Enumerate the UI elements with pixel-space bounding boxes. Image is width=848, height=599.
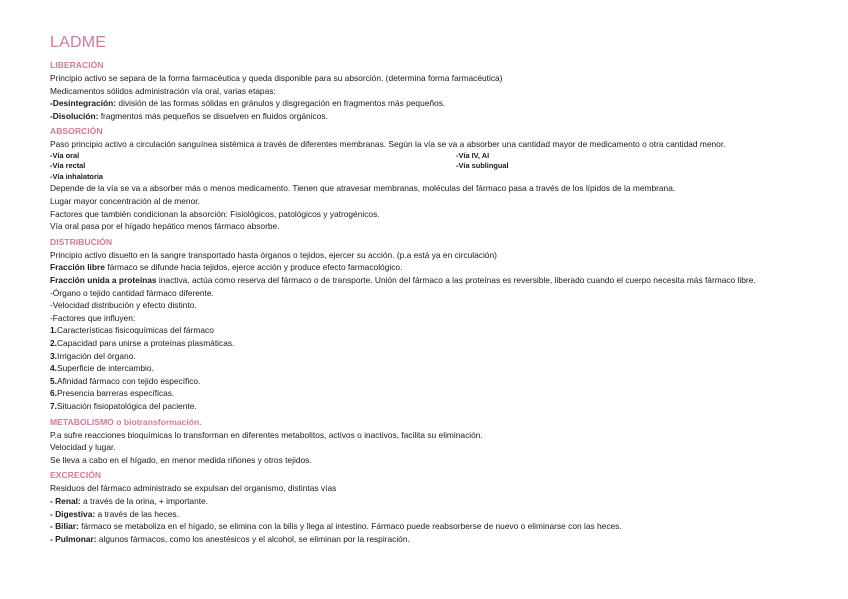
page-title: LADME	[50, 34, 107, 51]
list-item: -Desintegración: división de las formas sólidas en gránulos y disgregación en fragmentos más pequeños.	[50, 98, 446, 109]
section-distribucion	[50, 237, 830, 413]
list-item: - Pulmonar: algunos fármacos, como los anestésicos y el alcohol, se eliminan por la respiración.	[50, 533, 410, 544]
section-heading: DISTRIBUCIÓN	[50, 236, 113, 247]
list-item: 4.Superficie de intercambio.	[50, 363, 154, 374]
list-item: 5.Afinidad fármaco con tejido específico.	[50, 375, 201, 386]
paragraph: Lugar mayor concentración al de menor.	[50, 196, 200, 207]
paragraph: -Órgano o tejido cantidad fármaco diferente.	[50, 287, 214, 298]
vias-list	[50, 151, 830, 183]
list-item: 2.Capacidad para unirse a proteínas plasmáticas.	[50, 338, 235, 348]
section-metabolismo	[50, 417, 830, 467]
paragraph: -Factores que influyen:	[50, 312, 136, 323]
paragraph: Medicamentos sólidos administración vía oral, varias etapas:	[50, 85, 276, 96]
list-item: - Renal: a través de la orina, + importante.	[50, 495, 209, 506]
list-item: -Vía inhalatoria	[50, 171, 103, 181]
paragraph: Residuos del fármaco administrado se expulsan del organismo, distintas vías	[50, 483, 337, 494]
section-heading: ABSORCIÓN	[50, 126, 103, 137]
list-item: -Vía oral	[50, 150, 80, 160]
list-item: 7.Situación fisiopatológica del paciente.	[50, 400, 197, 411]
section-absorcion	[50, 126, 830, 232]
paragraph: -Velocidad distribución y efecto distinto.	[50, 300, 197, 311]
list-item: - Biliar: fármaco se metaboliza en el hígado, se elimina con la bilis y llega al intestino. Fármaco puede reabsorberse de nuevo o eliminarse con las heces.	[50, 521, 622, 532]
paragraph: Fracción unida a proteínas inactiva, actúa como reserva del fármaco o de transporte. Unión del fármaco a las proteínas es reversible, liberado cuando el cuerpo necesita más fármaco libre.	[50, 275, 756, 286]
section-heading: EXCRECIÓN	[50, 470, 102, 481]
section-liberacion	[50, 60, 830, 122]
list-item: 3.Irrigación del órgano.	[50, 350, 136, 361]
paragraph: Factores que también condicionan la absorción: Fisiológicos, patológicos y yatrogénicos.	[50, 208, 380, 219]
list-item: -Disolución: fragmentos más pequeños se disuelven en fluidos orgánicos.	[50, 110, 328, 121]
paragraph: Paso principio activo a circulación sanguínea sistémica a través de diferentes membranas. Según la vía se va a absorber una cantidad mayor de medicamento o otra cantidad menor.	[50, 139, 726, 150]
list-item: 6.Presencia barreras específicas.	[50, 388, 175, 399]
section-heading: METABOLISMO o biotransformación.	[50, 416, 202, 427]
section-excrecion	[50, 470, 830, 545]
paragraph: Se lleva a cabo en el hígado, en menor medida riñones y otros tejidos.	[50, 454, 312, 465]
list-item: -Vía sublingual	[456, 161, 509, 171]
paragraph: Principio activo se separa de la forma farmacéutica y queda disponible para su absorción. (determina forma farmacéutica)	[50, 73, 503, 83]
paragraph: Depende de la vía se va a absorber más o menos medicamento. Tienen que atravesar membranas, moléculas del fármaco pasa a través de los lípidos de la membrana.	[50, 183, 676, 194]
list-item: -Vía rectal	[50, 161, 86, 171]
paragraph: P.a sufre reacciones bioquímicas lo transforman en diferentes metabolitos, activos o inactivos, facilita su eliminación.	[50, 429, 483, 440]
list-item: -Vía IV, AI	[456, 150, 490, 160]
paragraph: Velocidad y lugar.	[50, 442, 116, 453]
section-heading: LIBERACIÓN	[50, 60, 104, 70]
list-item: 1.Características fisicoquímicas del fármaco	[50, 325, 214, 336]
paragraph: Fracción libre fármaco se difunde hacia tejidos, ejerce acción y produce efecto farmacológico.	[50, 262, 403, 273]
list-item: - Digestiva: a través de las heces.	[50, 508, 179, 519]
paragraph: Principio activo disuelto en la sangre transportado hasta órganos o tejidos, ejercer su acción. (p.a está ya en circulación)	[50, 249, 497, 260]
document-page	[50, 34, 830, 547]
paragraph: Vía oral pasa por el hígado hepático menos fármaco absorbe.	[50, 221, 280, 232]
